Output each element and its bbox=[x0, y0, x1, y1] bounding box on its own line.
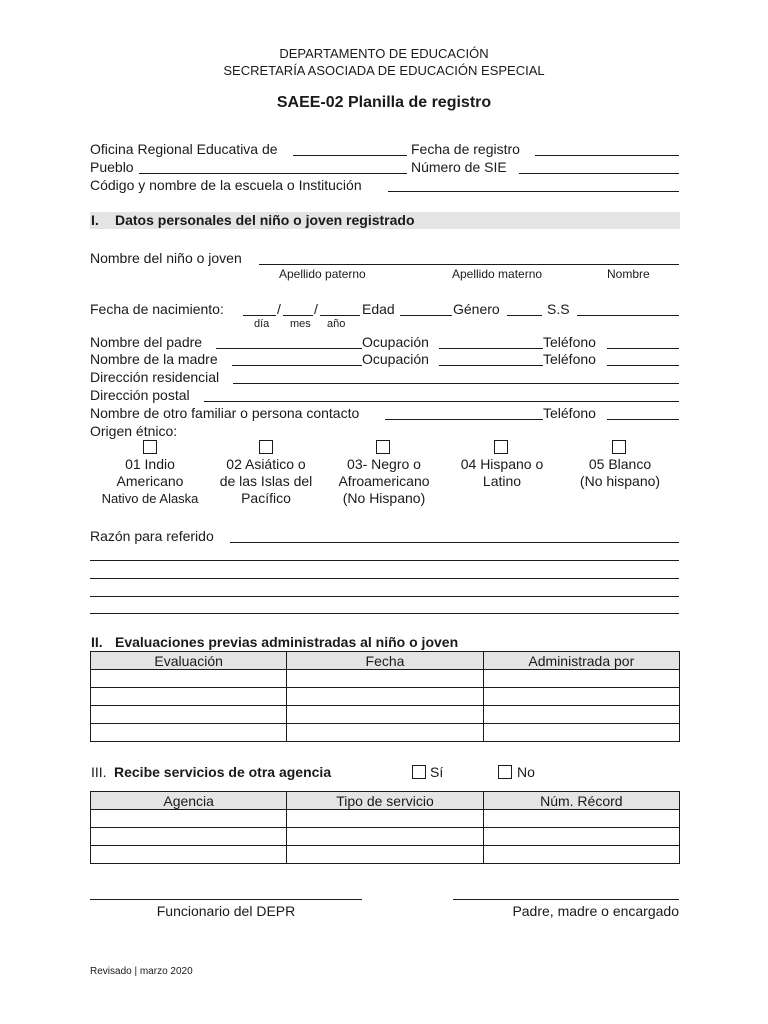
label-otro-familiar: Nombre de otro familiar o persona contacto bbox=[90, 405, 360, 421]
signature-label-depr: Funcionario del DEPR bbox=[156, 903, 296, 919]
table-cell[interactable] bbox=[287, 706, 483, 724]
checkbox-si[interactable] bbox=[412, 765, 426, 779]
label-si: Sí bbox=[430, 764, 444, 780]
label-pueblo: Pueblo bbox=[90, 159, 134, 175]
table-row bbox=[91, 670, 680, 688]
page-title: SAEE-02 Planilla de registro bbox=[276, 94, 492, 111]
table-cell[interactable] bbox=[91, 828, 287, 846]
ethnic-04-line1: 04 Hispano o bbox=[460, 456, 544, 472]
field-ano[interactable] bbox=[320, 315, 360, 316]
header-secretariat: SECRETARÍA ASOCIADA DE EDUCACIÓN ESPECIAL bbox=[223, 63, 545, 78]
table-row bbox=[91, 688, 680, 706]
evaluaciones-table bbox=[90, 651, 680, 742]
ethnic-option-02 bbox=[206, 456, 326, 507]
field-telefono-madre[interactable] bbox=[607, 365, 679, 366]
agencia-header-row bbox=[91, 792, 680, 810]
label-ss: S.S bbox=[547, 301, 570, 317]
label-telefono-madre: Teléfono bbox=[543, 351, 596, 367]
table-cell[interactable] bbox=[483, 688, 679, 706]
label-edad: Edad bbox=[362, 301, 395, 317]
field-nombre-madre[interactable] bbox=[232, 365, 362, 366]
signature-line-depr[interactable] bbox=[90, 899, 362, 900]
header-department: DEPARTAMENTO DE EDUCACIÓN bbox=[279, 46, 489, 61]
label-nombre-madre: Nombre de la madre bbox=[90, 351, 218, 367]
field-fecha-registro[interactable] bbox=[535, 155, 679, 156]
field-pueblo[interactable] bbox=[139, 173, 407, 174]
table-row bbox=[91, 828, 680, 846]
field-ocupacion-madre[interactable] bbox=[439, 365, 543, 366]
label-telefono-padre: Teléfono bbox=[543, 334, 596, 350]
field-otro-familiar[interactable] bbox=[385, 419, 543, 420]
ethnic-option-03 bbox=[324, 456, 444, 507]
checkbox-no[interactable] bbox=[498, 765, 512, 779]
field-razon-line5[interactable] bbox=[90, 613, 679, 614]
table-cell[interactable] bbox=[483, 846, 679, 864]
section3-number: III. bbox=[91, 764, 107, 780]
table-cell[interactable] bbox=[287, 670, 483, 688]
agencia-table bbox=[90, 791, 680, 864]
checkbox-ethnic-01[interactable] bbox=[143, 440, 157, 454]
table-cell[interactable] bbox=[91, 810, 287, 828]
ethnic-05-line2: (No hispano) bbox=[579, 473, 661, 489]
column-agencia: Agencia bbox=[91, 792, 287, 810]
column-tipo-servicio: Tipo de servicio bbox=[287, 792, 483, 810]
table-cell[interactable] bbox=[287, 828, 483, 846]
table-cell[interactable] bbox=[287, 810, 483, 828]
column-fecha: Fecha bbox=[287, 652, 483, 670]
ethnic-02-line1: 02 Asiático o bbox=[226, 456, 306, 472]
label-codigo-escuela: Código y nombre de la escuela o Institución bbox=[90, 177, 362, 193]
table-cell[interactable] bbox=[287, 846, 483, 864]
ethnic-05-line1: 05 Blanco bbox=[588, 456, 652, 472]
section2-title: Evaluaciones previas administradas al niño o joven bbox=[115, 634, 459, 650]
field-codigo-escuela[interactable] bbox=[388, 191, 679, 192]
checkbox-ethnic-02[interactable] bbox=[259, 440, 273, 454]
table-cell[interactable] bbox=[91, 670, 287, 688]
caption-nombre: Nombre bbox=[607, 267, 650, 281]
slash-1: / bbox=[277, 301, 281, 317]
label-razon: Razón para referido bbox=[90, 528, 214, 544]
field-dia[interactable] bbox=[243, 315, 276, 316]
ethnic-02-line2: de las Islas del bbox=[219, 473, 313, 489]
column-evaluacion: Evaluación bbox=[91, 652, 287, 670]
table-row bbox=[91, 810, 680, 828]
field-mes[interactable] bbox=[283, 315, 313, 316]
table-cell[interactable] bbox=[483, 670, 679, 688]
slash-2: / bbox=[314, 301, 318, 317]
field-ocupacion-padre[interactable] bbox=[439, 348, 543, 349]
ethnic-02-line3: Pacífico bbox=[241, 490, 291, 506]
ethnic-option-01 bbox=[80, 456, 220, 507]
field-telefono-otro[interactable] bbox=[607, 419, 679, 420]
table-cell[interactable] bbox=[483, 810, 679, 828]
table-cell[interactable] bbox=[91, 724, 287, 742]
table-row bbox=[91, 706, 680, 724]
label-fecha-nacimiento: Fecha de nacimiento: bbox=[90, 301, 224, 317]
ethnic-04-line2: Latino bbox=[482, 473, 522, 489]
section2-number: II. bbox=[91, 634, 103, 650]
caption-dia: día bbox=[254, 318, 270, 330]
ethnic-03-line3: (No Hispano) bbox=[342, 490, 426, 506]
label-nombre-padre: Nombre del padre bbox=[90, 334, 203, 350]
field-numero-sie[interactable] bbox=[519, 173, 679, 174]
table-cell[interactable] bbox=[287, 724, 483, 742]
section1-title: Datos personales del niño o joven registrado bbox=[115, 212, 415, 228]
label-origen-etnico: Origen étnico: bbox=[90, 423, 178, 439]
label-ocupacion-madre: Ocupación bbox=[362, 351, 429, 367]
field-nombre-padre[interactable] bbox=[216, 348, 362, 349]
label-direccion-residencial: Dirección residencial bbox=[90, 369, 220, 385]
label-fecha-registro: Fecha de registro bbox=[411, 141, 520, 157]
field-ss[interactable] bbox=[577, 315, 679, 316]
ethnic-01-line2: Americano bbox=[116, 473, 184, 489]
ethnic-03-line2: Afroamericano bbox=[338, 473, 430, 489]
label-direccion-postal: Dirección postal bbox=[90, 387, 190, 403]
column-administrada-por: Administrada por bbox=[483, 652, 679, 670]
field-razon-line4[interactable] bbox=[90, 596, 679, 597]
ethnic-option-04 bbox=[442, 456, 562, 490]
caption-apellido-paterno: Apellido paterno bbox=[279, 267, 366, 281]
field-direccion-postal[interactable] bbox=[204, 401, 679, 402]
table-cell[interactable] bbox=[483, 828, 679, 846]
checkbox-ethnic-04[interactable] bbox=[494, 440, 508, 454]
checkbox-ethnic-05[interactable] bbox=[612, 440, 626, 454]
signature-line-padre[interactable] bbox=[453, 899, 679, 900]
label-nombre-nino: Nombre del niño o joven bbox=[90, 250, 242, 266]
field-razon-line3[interactable] bbox=[90, 578, 679, 579]
section1-number: I. bbox=[91, 212, 99, 228]
label-no: No bbox=[517, 764, 535, 780]
table-cell[interactable] bbox=[483, 706, 679, 724]
ethnic-01-line3: Nativo de Alaska bbox=[101, 491, 199, 506]
label-genero: Género bbox=[453, 301, 500, 317]
caption-mes: mes bbox=[290, 318, 311, 330]
table-cell[interactable] bbox=[91, 846, 287, 864]
field-telefono-padre[interactable] bbox=[607, 348, 679, 349]
column-num-record: Núm. Récord bbox=[483, 792, 679, 810]
table-cell[interactable] bbox=[287, 688, 483, 706]
table-cell[interactable] bbox=[91, 706, 287, 724]
table-cell[interactable] bbox=[91, 688, 287, 706]
evaluaciones-header-row bbox=[91, 652, 680, 670]
field-edad[interactable] bbox=[400, 315, 452, 316]
footer-revision: Revisado | marzo 2020 bbox=[90, 966, 193, 977]
ethnic-03-line1: 03- Negro o bbox=[347, 456, 421, 472]
caption-ano: año bbox=[327, 318, 346, 330]
table-row bbox=[91, 724, 680, 742]
field-oficina[interactable] bbox=[293, 155, 407, 156]
ethnic-option-05 bbox=[560, 456, 680, 490]
label-numero-sie: Número de SIE bbox=[411, 159, 507, 175]
ethnic-01-line1: 01 Indio bbox=[125, 456, 175, 472]
table-cell[interactable] bbox=[483, 724, 679, 742]
section3-title: Recibe servicios de otra agencia bbox=[114, 764, 332, 780]
field-razon-line1[interactable] bbox=[230, 542, 679, 543]
field-genero[interactable] bbox=[507, 315, 542, 316]
caption-apellido-materno: Apellido materno bbox=[452, 267, 543, 281]
checkbox-ethnic-03[interactable] bbox=[376, 440, 390, 454]
signature-label-padre: Padre, madre o encargado bbox=[512, 903, 679, 919]
field-razon-line2[interactable] bbox=[90, 560, 679, 561]
field-direccion-residencial[interactable] bbox=[233, 383, 679, 384]
field-nombre-nino[interactable] bbox=[259, 264, 679, 265]
table-row bbox=[91, 846, 680, 864]
label-ocupacion-padre: Ocupación bbox=[362, 334, 429, 350]
label-oficina: Oficina Regional Educativa de bbox=[90, 141, 278, 157]
label-telefono-otro: Teléfono bbox=[543, 405, 596, 421]
